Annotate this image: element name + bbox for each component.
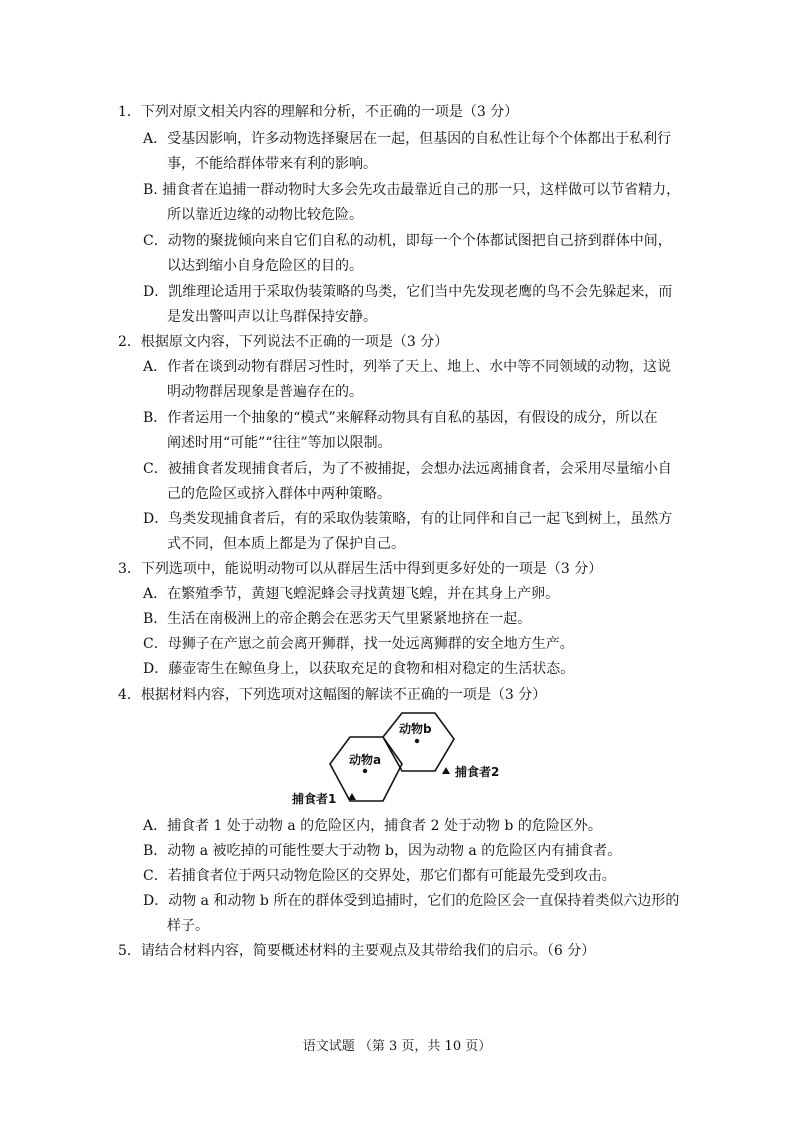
q2-option-b: B．作者运用一个抽象的“模式”来解释动物具有自私的基因，有假设的成分，所以在 bbox=[143, 410, 658, 426]
q1-option-a: A．受基因影响，许多动物选择聚居在一起，但基因的自私性让每个个体都出于私利行 bbox=[143, 131, 672, 147]
animal-b-label: 动物b bbox=[399, 722, 432, 736]
q4-option-c: C．若捕食者位于两只动物危险区的交界处，那它们都有可能最先受到攻击。 bbox=[143, 868, 616, 884]
q4-option-d-cont: 样子。 bbox=[167, 918, 209, 934]
q3-option-a: A．在繁殖季节，黄翅飞蝗泥蜂会寻找黄翅飞蝗，并在其身上产卵。 bbox=[143, 586, 560, 602]
q2-option-d-cont: 式不同，但本质上都是为了保护自己。 bbox=[167, 536, 405, 552]
animal-a-hexagon bbox=[330, 737, 402, 801]
q3-option-b: B．生活在南极洲上的帝企鹅会在恶劣天气里紧紧地挤在一起。 bbox=[143, 611, 532, 627]
q4-option-b: B．动物 a 被吃掉的可能性要大于动物 b，因为动物 a 的危险区内有捕食者。 bbox=[143, 843, 622, 859]
predator-2-triangle bbox=[442, 767, 450, 774]
animal-a-label: 动物a bbox=[349, 753, 382, 767]
predator-1-triangle bbox=[348, 793, 356, 800]
predator-2-label: 捕食者2 bbox=[455, 765, 500, 779]
q1-option-c: C．动物的聚拢倾向来自它们自私的动机，即每一个个体都试图把自己挤到群体中间， bbox=[143, 233, 672, 249]
q3-option-c: C．母狮子在产崽之前会离开狮群，找一处远离狮群的安全地方生产。 bbox=[143, 636, 574, 652]
q4-option-a: A．捕食者 1 处于动物 a 的危险区内，捕食者 2 处于动物 b 的危险区外。 bbox=[143, 818, 602, 834]
danger-zone-diagram bbox=[280, 712, 540, 812]
q5-stem: 5．请结合材料内容，简要概述材料的主要观点及其带给我们的启示。（6 分） bbox=[118, 943, 596, 959]
q3-stem: 3．下列选项中，能说明动物可以从群居生活中得到更多好处的一项是（3 分） bbox=[118, 561, 603, 577]
predator-1-label: 捕食者1 bbox=[292, 792, 337, 806]
q1-option-d: D．凯维理论适用于采取伪装策略的鸟类，它们当中先发现老鹰的鸟不会先躲起来，而 bbox=[143, 284, 673, 300]
animal-b-dot bbox=[415, 739, 419, 743]
q1-option-d-cont: 是发出警叫声以让鸟群保持安静。 bbox=[167, 309, 377, 325]
q2-stem: 2．根据原文内容，下列说法不正确的一项是（3 分） bbox=[118, 334, 449, 350]
q2-option-d: D．鸟类发现捕食者后，有的采取伪装策略，有的让同伴和自己一起飞到树上，虽然方 bbox=[143, 511, 673, 527]
q4-stem: 4．根据材料内容，下列选项对这幅图的解读不正确的一项是（3 分） bbox=[118, 687, 547, 703]
q1-option-a-cont: 事，不能给群体带来有利的影响。 bbox=[167, 156, 377, 172]
q1-option-b: B. 捕食者在追捕一群动物时大多会先攻击最靠近自己的那一只，这样做可以节省精力， bbox=[143, 182, 681, 198]
animal-a-dot bbox=[363, 769, 367, 773]
q2-option-b-cont: 阐述时用“可能”“往往”等加以限制。 bbox=[167, 435, 392, 451]
q4-option-d: D．动物 a 和动物 b 所在的群体受到追捕时，它们的危险区会一直保持着类似六边形的 bbox=[143, 893, 680, 909]
q2-option-a: A．作者在谈到动物有群居习性时，列举了天上、地上、水中等不同领域的动物，这说 bbox=[143, 359, 672, 375]
q2-option-c-cont: 己的危险区或挤入群体中两种策略。 bbox=[167, 486, 391, 502]
q1-option-c-cont: 以达到缩小自身危险区的目的。 bbox=[167, 258, 363, 274]
q1-option-b-cont: 所以靠近边缘的动物比较危险。 bbox=[167, 207, 363, 223]
q2-option-a-cont: 明动物群居现象是普遍存在的。 bbox=[167, 384, 363, 400]
q1-stem: 1．下列对原文相关内容的理解和分析，不正确的一项是（3 分） bbox=[118, 104, 519, 120]
q2-option-c: C．被捕食者发现捕食者后，为了不被捕捉，会想办法远离捕食者，会采用尽量缩小自 bbox=[143, 461, 672, 477]
q3-option-d: D．藤壶寄生在鲸鱼身上，以获取充足的食物和相对稳定的生活状态。 bbox=[143, 661, 575, 677]
page-footer: 语文试题 （第 3 页，共 10 页） bbox=[302, 1039, 492, 1054]
